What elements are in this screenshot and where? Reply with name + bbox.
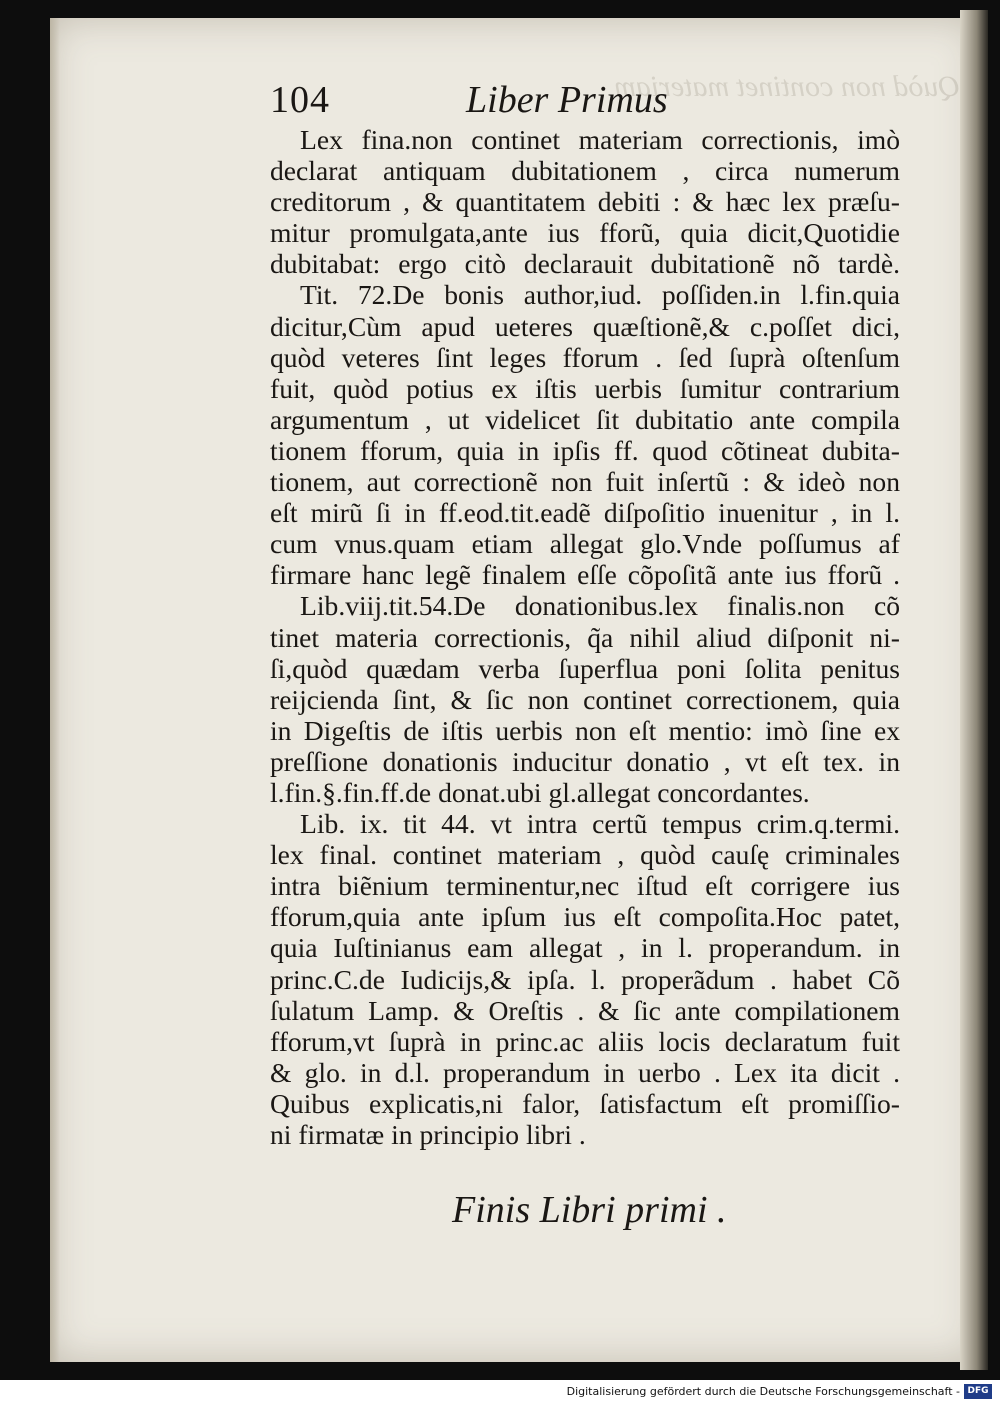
text-line: tinet materia correctionis, q̃a nihil aliud diſponit ni- [270,621,900,653]
text-line: Lib.viij.tit.54.De donationibus.lex finalis.non cõ [300,590,900,622]
page-number: 104 [270,79,330,121]
text-line: ni firmatæ in principio libri . [270,1119,586,1150]
text-line: fforum,quia ante ipſum ius eſt compoſita.Hoc patet, [270,901,900,933]
text-line: quòd veteres ſint leges fforum . ſed ſuprà oſtenſum [270,341,900,373]
text-line: declarat antiquam dubitationem , circa numerum [270,155,900,187]
funding-credit: Digitalisierung gefördert durch die Deutsche Forschungsgemeinschaft - [566,1385,960,1398]
text-line: tionem, aut correctionẽ non fuit inſertũ : & ideò non [270,466,900,498]
text-line: Lib. ix. tit 44. vt intra certũ tempus crim.q.termi. [300,808,900,840]
show-through-bleed: Quòd non continet materiam [614,70,960,103]
text-line: in Digeſtis de iſtis uerbis non eſt mentio: imò ſine ex [270,714,900,746]
text-line: eſt mirũ ſi in ff.eod.tit.eadẽ diſpoſitio inuenitur , in l. [270,497,900,529]
text-line: Tit. 72.De bonis author,iud. poſſiden.in l.fin.quia [300,279,900,311]
text-line: princ.C.de Iudicijs,& ipſa. l. properãdum . habet Cõ [270,963,900,995]
running-title: Liber Primus [466,79,668,121]
text-line: argumentum , ut videlicet ſit dubitatio ante compila [270,403,900,435]
text-line: creditorum , & quantitatem debiti : & hæc lex præſu- [270,186,900,218]
text-line: & glo. in d.l. properandum in uerbo . Lex ita dicit . [270,1056,900,1088]
text-line: quia Iuſtinianus eam allegat , in l. properandum. in [270,932,900,964]
text-line: lex final. continet materiam , quòd cauſę criminales [270,839,900,871]
text-line: intra biẽnium terminentur,nec iſtud eſt corrigere ius [270,870,900,902]
closing-line: Finis Libri primi . [452,1189,727,1231]
page-header [270,78,690,124]
page-left-edge [50,18,60,1362]
dfg-logo-icon: DFG [964,1384,992,1399]
text-line: fforum,vt ſuprà in princ.ac aliis locis declaratum fuit [270,1025,900,1057]
text-line: cum vnus.quam etiam allegat glo.Vnde poſſumus af [270,528,900,560]
body-text [270,124,900,1150]
text-line: dicitur,Cùm apud ueteres quæſtionẽ,& c.poſſet dici, [270,310,900,342]
text-line: firmare hanc legẽ finalem eſſe cõpoſitã ante ius fforũ . [270,559,900,591]
text-line: preſſione donationis inducitur donatio , vt eſt tex. in [270,745,900,777]
text-line: Quibus explicatis,ni falor, ſatisfactum eſt promiſſio- [270,1087,900,1119]
text-line: dubitabat: ergo citò declarauit dubitationẽ nõ tardè. [270,248,900,280]
text-line: tionem fforum, quia in ipſis ff. quod cõtineat dubita- [270,434,900,466]
text-line: ſulatum Lamp. & Oreſtis . & ſic ante compilationem [270,994,900,1026]
text-line: mitur promulgata,ante ius fforũ, quia dicit,Quotidie [270,217,900,249]
text-line: fuit, quòd potius ex iſtis uerbis ſumitur contrarium [270,372,900,404]
text-line: ſi,quòd quædam verba ſuperflua poni ſolita penitus [270,652,900,684]
text-line: l.fin.§.fin.ff.de donat.ubi gl.allegat concordantes. [270,776,810,808]
footer-bar [0,1380,1000,1404]
text-line: reijcienda ſint, & ſic non continet correctionem, quia [270,683,900,715]
page-right-edge [960,10,988,1370]
text-line: Lex fina.non continet materiam correctionis, imò [300,124,900,155]
